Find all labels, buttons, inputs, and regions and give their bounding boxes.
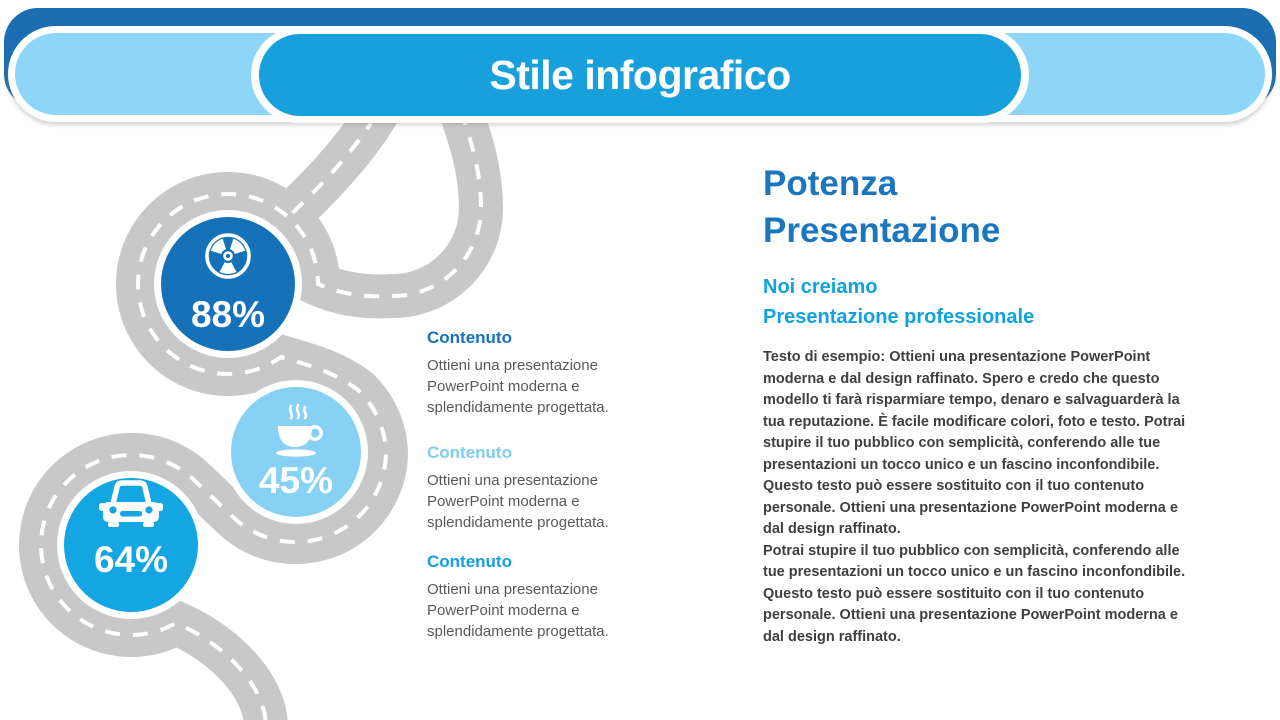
right-subheading-line2: Presentazione professionale — [763, 306, 1035, 328]
right-paragraph-2: Potrai stupire il tuo pubblico con semplicità, conferendo alle tue presentazioni un tocco unico e un fascino inconfondibile. Questo testo può essere sostituito con il tuo contenuto personale. Ottieni una presentazione PowerPoint moderna e dal design raffinato. — [763, 542, 1186, 645]
right-heading-line2: Presentazione — [763, 211, 1001, 250]
right-subheading-line1: Noi creiamo — [763, 276, 878, 298]
content-block-2 — [427, 443, 632, 533]
content-block-3 — [427, 552, 632, 642]
content-block-3-body: Ottieni una presentazione PowerPoint moderna e splendidamente progettata. — [427, 581, 609, 640]
content-block-2-title: Contenuto — [427, 443, 512, 462]
content-block-1-title: Contenuto — [427, 328, 512, 347]
right-body-text — [763, 347, 1191, 648]
slide-title: Stile infografico — [489, 51, 791, 98]
milestone-88-value: 88% — [190, 294, 266, 335]
milestone-45-value: 45% — [258, 460, 334, 501]
right-subheading — [763, 272, 1193, 332]
content-block-1-body: Ottieni una presentazione PowerPoint moderna e splendidamente progettata. — [427, 357, 609, 416]
milestone-64-value: 64% — [93, 539, 169, 580]
content-block-1 — [427, 328, 632, 418]
right-paragraph-1: Testo di esempio: Ottieni una presentazione PowerPoint moderna e dal design raffinato. Spero e credo che questo modello ti farà risparmiare tempo, denaro e salvaguarderà la tua reputazione. È facile modificare colori, foto e testo. Potrai stupire il tuo pubblico con semplicità, conferendo alle tue presentazioni un tocco unico e un fascino inconfondibile. Questo testo può essere sostituito con il tuo contenuto personale. Ottieni una presentazione PowerPoint moderna e dal design raffinato. — [763, 349, 1186, 537]
content-block-2-body: Ottieni una presentazione PowerPoint moderna e splendidamente progettata. — [427, 472, 609, 531]
header-center-capsule — [259, 34, 1021, 116]
right-heading-line1: Potenza — [763, 164, 898, 203]
content-block-3-title: Contenuto — [427, 552, 512, 571]
right-heading — [763, 160, 1193, 254]
